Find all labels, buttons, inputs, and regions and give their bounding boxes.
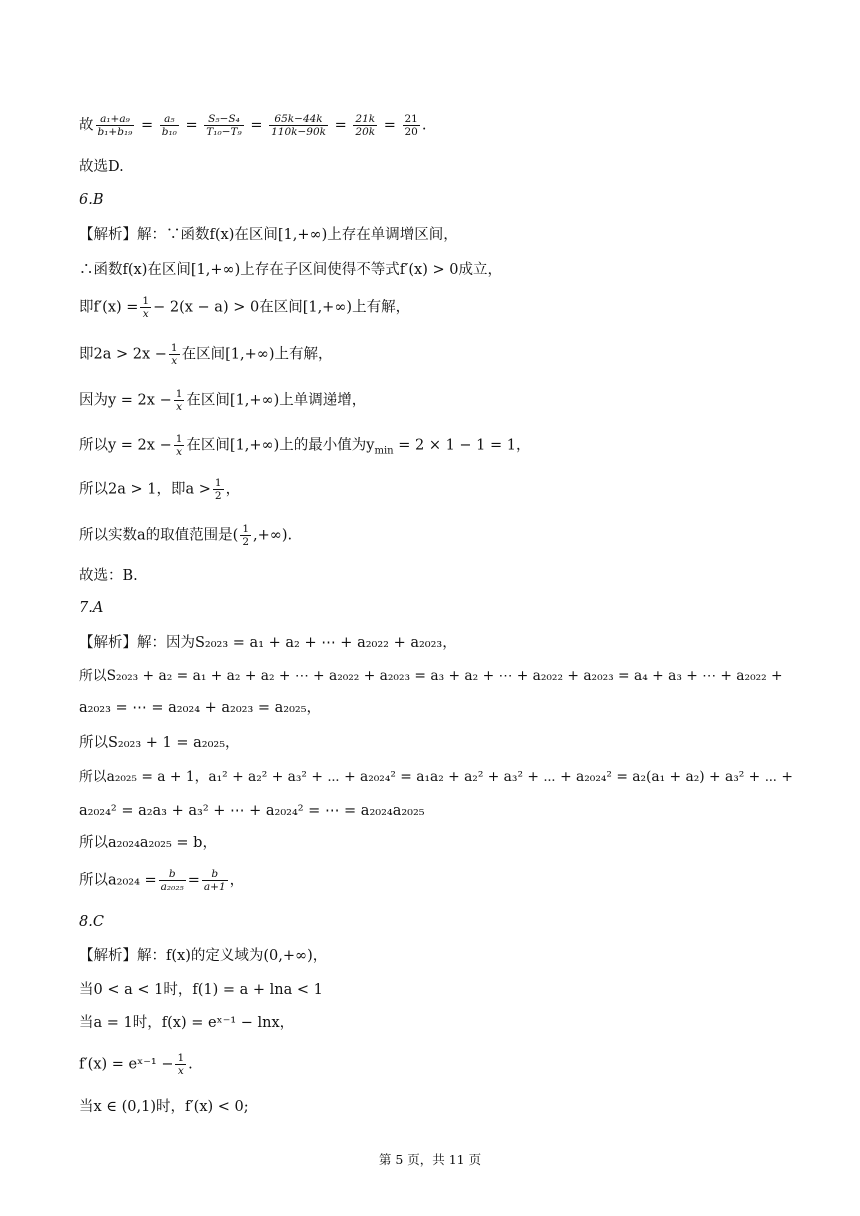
ratio-equation: 故 $\frac{\text{a₁+a₉}}{\text{b₁+b₁₉}}$ = $\frac{\text{a₅}}{\text{b₁₀}}$ = $\frac{\text{S₅−S₄}}{\text{T₁₀−T₉}}$ = $\frac{65k-44k}{110k-90k}$ = $\frac{21k}{20k}$ = $\frac{21}{20}$ . (79, 113, 427, 138)
answer-line: 故选：B. (79, 568, 138, 584)
text-line: 所以a₂₀₂₅ = a + 1，a₁² + a₂² + a₃² + ⋯ + a₂₀₂₄² = a₁a₂ + a₂² + a₃² + ⋯ + a₂₀₂₄² = a₂(a₁ + a₂) + a₃² + ⋯ + (79, 769, 793, 785)
fraction: $\frac{65k-44k}{110k-90k}$ (271, 113, 327, 138)
equation-line: 即f′(x) = $\frac{1}{x}$ − 2(x − a) > 0在区间[1,+∞)上有解， (79, 295, 411, 320)
fraction: $\frac{21k}{20k}$ (355, 113, 376, 138)
text-line: ∴函数f(x)在区间[1,+∞)上存在子区间使得不等式f′(x) > 0成立， (79, 262, 502, 278)
text-line: 当x ∈ (0,1)时，f′(x) < 0; (79, 1099, 249, 1115)
text-line: 当a = 1时，f(x) = eˣ⁻¹ − lnx， (79, 1015, 295, 1031)
equation-line: 所以2a > 1，即a > $\frac{1}{2}$ ， (79, 477, 241, 502)
equation-line: 所以y = 2x − $\frac{1}{x}$ 在区间[1,+∞)上的最小值为$y_{min} = 2 \times 1 - 1 = 1$， (79, 433, 531, 458)
text-prefix: 故 (79, 117, 94, 134)
equation-line: 所以a₂₀₂₄ = $\frac{b}{\text{a₂₀₂₅}}$ = $\frac{b}{a+1}$ ， (79, 868, 245, 893)
equation-line: f′(x) = eˣ⁻¹ − $\frac{1}{x}$ . (79, 1052, 193, 1077)
equation-line: 所以实数a的取值范围是( $\frac{1}{2}$ ,+∞). (79, 523, 293, 548)
question-6-heading: 6.B (79, 192, 104, 208)
question-8-heading: 8.C (79, 914, 104, 930)
equation-line: 即2a > 2x − $\frac{1}{x}$ 在区间[1,+∞)上有解， (79, 342, 333, 367)
fraction: $\frac{21}{20}$ (404, 113, 418, 138)
text-line: 当0 < a < 1时，f(1) = a + lna < 1 (79, 982, 323, 998)
question-7-heading: 7.A (79, 600, 104, 616)
page-footer: 第 5 页，共 11 页 (378, 1152, 482, 1167)
fraction: $\frac{\text{a₅}}{\text{b₁₀}}$ (161, 113, 177, 138)
analysis-line: 【解析】解：f(x)的定义域为(0,+∞)， (79, 948, 328, 964)
text-line: a₂₀₂₃ = ⋯ = a₂₀₂₄ + a₂₀₂₃ = a₂₀₂₅， (79, 700, 322, 716)
equation-line: 因为y = 2x − $\frac{1}{x}$ 在区间[1,+∞)上单调递增， (79, 388, 367, 413)
fraction: $\frac{\text{S₅−S₄}}{\text{T₁₀−T₉}}$ (206, 113, 242, 138)
text-line: 所以S₂₀₂₃ + a₂ = a₁ + a₂ + a₂ + ⋯ + a₂₀₂₂ + a₂₀₂₃ = a₃ + a₂ + ⋯ + a₂₀₂₂ + a₂₀₂₃ = a₄ + a₃ + ⋯ + a₂₀₂₂ + (79, 668, 783, 684)
analysis-line: 【解析】解：∵函数f(x)在区间[1,+∞)上存在单调增区间， (79, 227, 458, 243)
analysis-line: 【解析】解：因为S₂₀₂₃ = a₁ + a₂ + ⋯ + a₂₀₂₂ + a₂₀₂₃， (79, 635, 457, 651)
fraction: $\frac{\text{a₁+a₉}}{\text{b₁+b₁₉}}$ (97, 113, 133, 138)
text-line: 所以a₂₀₂₄a₂₀₂₅ = b， (79, 835, 217, 851)
answer-line: 故选D. (79, 159, 124, 175)
text-line: a₂₀₂₄² = a₂a₃ + a₃² + ⋯ + a₂₀₂₄² = ⋯ = a₂₀₂₄a₂₀₂₅ (79, 803, 425, 819)
text-line: 所以S₂₀₂₃ + 1 = a₂₀₂₅， (79, 735, 240, 751)
